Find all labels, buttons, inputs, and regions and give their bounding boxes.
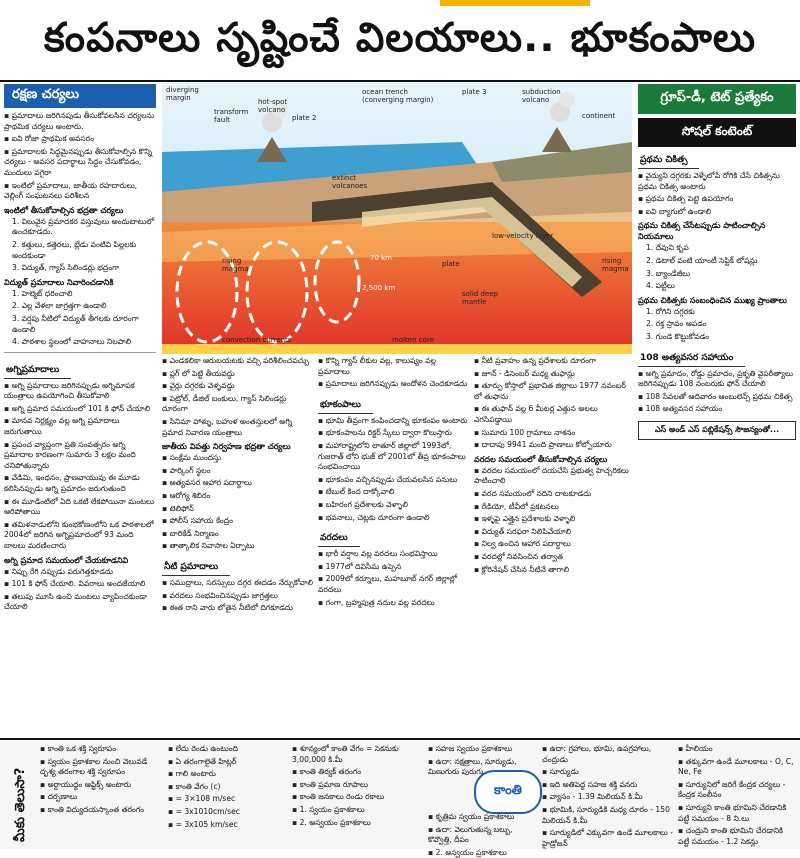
list-item: ▪ ఎండకలికా ఆరుబయటకు వచ్చి పరిశీలించవచ్చు [162, 356, 314, 367]
list-item: ▪ ఐవి బ్యాగులో ఉండాలి [638, 207, 796, 218]
list-item: 2. డెటాల్ వంటి యాంటీ సెప్టిక్ లోషన్లు [646, 255, 758, 265]
plate-tectonics-diagram [162, 82, 632, 354]
list-item: ▪ తక్కువగా ఉండే మూలకాలు - O, C, Ne, Fe [678, 757, 796, 778]
list-item: ▪ అర్ధాయుధ్ధం ఆప్టిక్స్ అంటారు [40, 780, 164, 791]
list-item: 1. విలువైన ప్రమాదకర వస్తువులు అందుబాటులో ఉంచకూడదు. [12, 216, 155, 237]
social-content-banner: సోషల్ కంటెంట్ [638, 118, 796, 147]
list-item: ▪ నిప్పు రేగి నప్పుడు పరుగెత్తకూడదు [4, 567, 156, 578]
list-first-aid [638, 171, 796, 217]
list-rules [638, 243, 796, 291]
list-item: ▪ 2. అస్వయం ప్రకాశకాలు [292, 818, 424, 829]
list-item: ▪ గాలి అంటారు [168, 769, 288, 780]
list-item: ▪ ఉదా: గ్రహాలు, భూమి, ఉపగ్రహాలు, చంద్రుడు [542, 744, 674, 765]
list-item: ▪ బహిరంగ ప్రదేశాలకు వెళ్ళాలి [318, 500, 470, 511]
list-item: 4. పట్టీలు [646, 281, 675, 291]
sub-heading-electric: విద్యుత్ ప్రమాదాలు నివారించడానికి [4, 277, 114, 287]
bottom-col-6 [678, 744, 796, 844]
publisher-credit: ఎస్ అండ్ ఎస్ పబ్లికేషన్స్ సౌజన్యంతో... [638, 421, 796, 440]
list-item: ▪ పార్కింగ్ స్థలం [162, 466, 314, 477]
bottom-col-4b [428, 812, 538, 857]
sub-heading-flood-actions: వరదల సమయంలో తీసుకోవాల్సిన చర్యలు [474, 454, 608, 464]
list-item: ▪ భూకంపం వచ్చినప్పుడు చేయవలసిన పనులు [318, 475, 470, 486]
list-108 [638, 369, 796, 415]
list-item: ▪ వరదలు సంభవించినప్పుడు జాగ్రత్తలు [162, 591, 314, 602]
list-item: ▪ ఏ తరంగాలైతే హిట్లర్ [168, 757, 288, 768]
list-item: ▪ ఉదా: వెలుగుతున్న బల్బు, కొవ్వొత్తి, దీపం [428, 825, 538, 846]
list-item: ▪ తూర్పు కోస్తాలో ప్రభావిత జిల్లాలు 1977 నవంబర్ లో తుఫాను [474, 381, 632, 402]
list-earthquakes [318, 416, 470, 523]
list-water [162, 578, 314, 614]
list-item: ▪ = 3x105 km/sec [168, 820, 288, 831]
list-item: ▪ వైర్లు దగ్గరకు వెళ్ళవద్దు [162, 381, 314, 392]
list-item: ▪ ప్రథమ చికిత్స పెట్టె ఉపయోగం [638, 194, 796, 205]
list-home-safety [4, 217, 156, 274]
diagram-label: continent [582, 112, 616, 120]
kanthi-badge: కాంతి [474, 770, 542, 814]
section-fire-donts: అగ్ని ప్రమాద సమయంలో చేయకూడనివి [4, 555, 129, 565]
list-item: 3. విద్యుత్, గ్యాస్ సిలిండర్లు భద్రంగా [12, 263, 120, 273]
list-item: ▪ సూర్యుని కాంతి భూమిని చేరడానికి పట్టే సమయం - 8 ని.లు [678, 803, 796, 824]
left-column [4, 84, 156, 734]
list-flood-actions [474, 466, 632, 575]
bottom-col-1 [40, 744, 164, 844]
list-item: ▪ విద్యుత్ సరఫరా నిలిపివేయాలి [474, 527, 632, 538]
list-item: ▪ 108 అత్యవసర సహాయం [638, 404, 796, 415]
section-water: నీటి ప్రమాదాలు [162, 562, 230, 576]
section-floods: వరదలు [318, 533, 360, 547]
list-item: ▪ వరద సమయంలో నదిని దాటకూడదు [474, 489, 632, 500]
list-item: ▪ వేడిమి, ఇంధనం, ప్రాణవాయువు ఈ మూడు కలిసినప్పుడు అగ్ని ప్రమాదం జరుగుతుంది [4, 473, 156, 494]
list-item: ▪ ఉదా: నక్షత్రాలు, సూర్యుడు, మిణుగురు పురుగు [428, 757, 538, 778]
list-item: ▪ ఈ తుఫాన్ వల్ల 6 మీటర్ల ఎత్తున అలలు ఎగసిపడ్డాయి [474, 404, 632, 425]
diagram-label: ocean trench (converging margin) [362, 88, 434, 104]
list-disaster [162, 453, 314, 552]
list-item: ▪ రేడియో, టీవీలో ప్రకటనలు [474, 502, 632, 513]
list-item: ▪ తాత్కాలిక నివాసాల ఏర్పాటు [162, 541, 314, 552]
list-item: ▪ పోలీస్ సహాయ కేంద్రం [162, 516, 314, 527]
list-raksha [4, 111, 156, 202]
list-item: ▪ క్లోరినేషన్ చేసిన నీటినే తాగాలి [474, 565, 632, 576]
list-item: 2. కత్తులు, కత్తెరలు, బ్లేడు వంటివి పిల్లలకు అందకుండా [12, 239, 137, 260]
list-mid3 [474, 356, 632, 451]
list-item: ▪ ప్రపంచ వ్యాప్తంగా ప్రతి సంవత్సరం అగ్ని ప్రమాదాల కారణంగా సుమారు 3 లక్షల మంది చనిపోతున్నారు [4, 440, 156, 472]
vertical-title-svg [4, 744, 34, 844]
list-item: ▪ మానవ నిర్లక్ష్యం వల్ల అగ్ని ప్రమాదాలు జరుగుతాయి [4, 416, 156, 437]
list-item: 4. పాఠశాల స్థలంలో వాహనాలు నిలపాలి [12, 337, 132, 347]
list-item: ▪ టెలిఫోన్ [162, 504, 314, 515]
list-item: ▪ భవనాలు, చెట్లకు దూరంగా ఉండాలి [318, 513, 470, 524]
bottom-col-3 [292, 744, 424, 844]
diagram-label: rising magma [222, 257, 249, 273]
right-column [638, 84, 796, 736]
list-mid2 [318, 356, 470, 390]
mid-column-1 [162, 356, 314, 736]
list-item: ▪ భూమి తీవ్రంగా కంపించడాన్ని భూకంపం అంటారు [318, 416, 470, 427]
list-item: ▪ = 3x1010cm/sec [168, 807, 288, 818]
list-item: ▪ సూర్యుడు [542, 767, 674, 778]
list-item: ▪ కాంతి జనకాలు రెండు రకాలు [292, 792, 424, 803]
list-item: ▪ వైద్యుని దగ్గరకు వెళ్ళేలోపే రోగికి చేసే చికిత్సను ప్రథమ చికిత్స అంటారు [638, 171, 796, 192]
section-fire: అగ్నిప్రమాదాలు [4, 365, 71, 379]
svg-text:మీకు తెలుసా?: మీకు తెలుసా? [13, 767, 28, 842]
list-item: ▪ 1. స్వయం ప్రకాశకాలు [292, 805, 424, 816]
divider [4, 352, 156, 353]
list-item: ▪ భూమికి, సూర్యుడికి మధ్య దూరం - 150 మిలియన్ కి.మీ [542, 805, 674, 826]
list-item: ▪ వరదల్లో నివసించిన తర్వాత [474, 552, 632, 563]
group-d-tet-banner: గ్రూప్-డీ, టెట్ ప్రత్యేకం [638, 84, 796, 114]
list-item: ▪ సూర్యునిలో జరిగే కేంద్రక చర్యలు - కేంద్రక సంలీనం [678, 780, 796, 801]
diagram-label: subduction volcano [522, 88, 561, 104]
diagram-label: 2,500 km [362, 284, 396, 292]
list-item: ▪ కాంతి ఒక శక్తి స్వరూపం [40, 744, 164, 755]
list-item: ▪ = 3×108 m/sec [168, 794, 288, 805]
list-item: 3. వర్షపు నీటిలో విద్యుత్ తీగలకు దూరంగా ఉండాలి [12, 313, 139, 334]
list-item: ▪ దర్పణాలు [40, 792, 164, 803]
list-item: ▪ ఇది అతిపెద్ద సహజ శక్తి వనరు [542, 780, 674, 791]
list-item: ▪ ఇంటిలో ప్రమాదాలు, జాతీయ రహదారులు, వెల్లింగ్ సంఘటనలు పరిశీలన [4, 181, 156, 202]
list-fire [4, 381, 156, 552]
list-item: ▪ తలుపు మూసి ఉంచి మంటలు వ్యాపించకుండా చేయాలి [4, 592, 156, 613]
list-item: ▪ జూన్ - డిసెంబర్ మధ్య తుఫాన్లు [474, 369, 632, 380]
list-item: ▪ ఈ మూడింటిలో ఏది ఒకటి లేకపోయినా మంటలు ఆరిపోతాయి [4, 497, 156, 518]
list-item: 3. గుండె కొట్టుకోవడం [646, 331, 710, 341]
list-item: 1. హెల్మెట్ ధరించాలి [12, 288, 73, 298]
diagram-label: convection currents [222, 336, 292, 344]
section-first-aid: ప్రథమ చికిత్స [638, 155, 699, 169]
list-item: ▪ 1977లో దివిసీమ ఉప్పెన [318, 562, 470, 573]
list-item: ▪ చంద్రుని కాంతి భూమిని చేరడానికి పట్టే సమయం - 1.2 సెకన్లు [678, 826, 796, 847]
list-item: ▪ ప్రమాదాలు జరిగినప్పుడు ఆందోళన చెందకూడదు [318, 379, 470, 390]
list-item: ▪ కాంతి ప్రమాణ రూపాలు [292, 780, 424, 791]
bottom-col-2 [168, 744, 288, 844]
list-item: ▪ భూకంపాలను రిక్టర్ స్కేలు ద్వారా కొలుస్తారు [318, 428, 470, 439]
list-item: 2. ఎల్ల వేళలా జాగ్రత్తగా ఉండాలి [12, 301, 107, 311]
list-item: ▪ అత్యవసర ఆహార పదార్థాలు [162, 478, 314, 489]
list-item: ▪ సినిమా హాళ్ళు, బహుళ అంతస్తులలో అగ్ని ప్రమాద నివారణ యంత్రాలు [162, 417, 314, 438]
list-item: ▪ కృత్రిమ స్వయం ప్రకాశకాలు [428, 812, 538, 823]
list-item: ▪ అగ్ని ప్రమాదాలు జరిగినప్పుడు అగ్నిమాపక యంత్రాలు ఉపయోగించి తీసుకోవాలి [4, 381, 156, 402]
list-item: ▪ కాంతి తిర్యక్ తరంగం [292, 767, 424, 778]
list-item: ▪ పెట్రోల్, డీజిల్ బంకులు, గ్యాస్ సిలిండర్లు దూరంగా [162, 394, 314, 415]
list-item: ▪ 2. అస్వయం ప్రకాశకాలు [428, 848, 538, 858]
section-earthquakes: భూకంపాలు [318, 400, 373, 414]
list-item: ▪ గంగా, బ్రహ్మపుత్ర నదుల వల్ల వరదలు [318, 598, 470, 609]
diagram-label: hot-spot volcano [258, 98, 288, 114]
list-item: ▪ స్వయం ప్రకాశకాల నుంచి వెలువడే దృశ్య తరంగాల శక్తి స్వరూపం [40, 757, 164, 778]
diagram-label: extinct volcanoes [332, 174, 368, 190]
section-108: 108 అత్యవసర సహాయం [638, 353, 745, 367]
list-item: ▪ సంక్షేమ ముందస్తు [162, 453, 314, 464]
mid-column-3 [474, 356, 632, 736]
list-item: ▪ లేదు రెండు ఉంటుంది [168, 744, 288, 755]
list-item: ▪ ఇళ్ళపై ఎత్తైన ప్రదేశాలకు వెళ్ళాలి [474, 514, 632, 525]
list-item: ▪ కొన్ని గ్యాస్ లీకుల వల్ల, కాలుష్యం వల్ల ప్రమాదాలు [318, 356, 470, 377]
list-item: ▪ అగ్ని ప్రమాద సమయంలో 101 కి ఫోన్ చేయాలి [4, 404, 156, 415]
sub-heading-disaster: జాతీయ విపత్తు నిర్వహణ భద్రతా చర్యలు [162, 442, 291, 452]
list-item: ▪ హీలియం [678, 744, 796, 755]
sub-heading-home: ఇంటిలో తీసుకోవాల్సిన భద్రతా చర్యలు [4, 205, 124, 215]
list-item: ▪ దాదాపు 9941 మంది ప్రాణాలు కోల్పోయారు [474, 440, 632, 451]
bottom-col-4 [428, 744, 538, 777]
diagram-label: molten core [392, 336, 434, 344]
list-item: ▪ ఆరోగ్య శిబిరం [162, 491, 314, 502]
list-item: ▪ అగ్ని ప్రమాదం, రోడ్డు ప్రమాదం, ప్రకృతి వైపరీత్యాలు జరిగినప్పుడు 108 నంబరుకు ఫోన్ చేయాలి [638, 369, 796, 390]
list-electric-safety [4, 289, 156, 348]
did-you-know-label-box [4, 744, 34, 844]
diagram-label: low-velocity layer [492, 232, 554, 240]
list-item: ▪ కాంతి విద్యుదయస్కాంత తరంగం [40, 805, 164, 816]
list-item: ▪ బారికేడ్ నిర్మాణం [162, 529, 314, 540]
page-headline: కంపనాలు సృష్టించే విలయాలు.. భూకంపాలు [43, 15, 757, 61]
list-item: ▪ టేబుల్ కింద దాక్కోవాలి [318, 487, 470, 498]
list-item: ▪ ప్రమాదాలు జరిగినపుడు తీసుకోవలసిన చర్యలను ప్రాథమిక చర్యలు అంటారు. [4, 111, 156, 132]
list-item: ▪ నిల్వ ఉంచిన ఆహార పదార్థాలు [474, 539, 632, 550]
list-item: ▪ సహజ స్వయం ప్రకాశకాలు [428, 744, 538, 755]
list-item: ▪ 2009లో కర్నూలు, మహబూబ్ నగర్ జిల్లాల్లో వరదలు [318, 574, 470, 595]
section-raksha: రక్షణ చర్యలు [4, 84, 156, 108]
list-item: ▪ వరదల సమయంలో దయచేసి ప్రభుత్వ హెచ్చరికలు పాటించాలి [474, 466, 632, 487]
list-item: ▪ శూన్యంలో కాంతి వేగం = సెకనుకు 3,00,000 కి.మీ [292, 744, 424, 765]
list-item: ▪ వ్యాసం - 1.39 మిలియన్ కి.మీ [542, 792, 674, 803]
diagram-label: plate 3 [462, 88, 487, 96]
sub-heading-key-areas: ప్రథమ చికిత్సకు సంబంధించిన ముఖ్య ప్రాంతాలు [638, 295, 787, 305]
diagram-label: diverging margin [166, 86, 199, 102]
list-item: ▪ కాంతి వేగం (c) [168, 782, 288, 793]
list-item: 2. రక్త స్రావం ఆపడం [646, 319, 707, 329]
list-item: ▪ తమిళనాడులోని కుంభకోణంలోని ఒక పాఠశాలలో 2004లో జరిగిన అగ్నిప్రమాదంలో 93 మంది బాలలు మరణించారు [4, 520, 156, 552]
diagram-label: rising magma [602, 257, 629, 273]
diagram-label: plate 2 [292, 114, 317, 122]
list-item: ▪ సూర్యుడిలో ఎక్కువగా ఉండే మూలకాలు - హైడ్రోజన్ [542, 828, 674, 849]
list-fire-donts [4, 567, 156, 613]
list-mid1 [162, 356, 314, 438]
bottom-col-5 [542, 744, 674, 848]
list-item: 1. రోగిని దగ్గరకు [646, 306, 695, 316]
diagram-label: transform fault [214, 108, 249, 124]
list-item: ▪ సుమారు 100 గ్రామాలు నాశనం [474, 428, 632, 439]
diagram-label: 70 km [370, 254, 393, 262]
list-item: ▪ ప్లగ్ లో పెట్టి తీయవద్దు [162, 369, 314, 380]
list-item: ▪ ప్రమాదాలకు సిద్ధమైనప్పుడు తీసుకోవాల్సిన కొన్ని చర్యలు - అవసర పదార్థాలు సిద్ధం చేసుకోవడం, మందులు వగైరా [4, 147, 156, 179]
list-item: ▪ నీటి ప్రవాహం ఉన్న ప్రదేశాలకు దూరంగా [474, 356, 632, 367]
mid-column-2 [318, 356, 470, 736]
list-item: ▪ మహారాష్ట్రలోని లాతూర్ జిల్లాలో 1993లో, గుజరాత్ లోని భుజ్ లో 2001లో తీవ్ర భూకంపాలు సంభవించాయి [318, 441, 470, 473]
list-item: 3. బ్యాండేజీలు [646, 268, 691, 278]
list-item: ▪ సముద్రాలు, సరస్సులు దగ్గర ఈదడం నేర్చుకోవాలి [162, 578, 314, 589]
list-key-areas [638, 307, 796, 343]
list-item: ▪ ఐవి రోజా ప్రాథమిక అవసరం [4, 134, 156, 145]
diagram-label: plate [442, 260, 460, 268]
diagram-label: solid deep mantle [462, 290, 498, 306]
list-item: ▪ 108 సేవలతో ఆదివారం ఆంబులెన్స్ ప్రథమ చికిత్స [638, 392, 796, 403]
list-item: ▪ ఈత రాని వారు లోతైన నీటిలో దిగకూడదు [162, 603, 314, 614]
sub-heading-rules: ప్రథమ చికిత్స చేసేటప్పుడు పాటించాల్సిన నియమాలు [638, 221, 766, 242]
list-floods [318, 549, 470, 608]
list-item: ▪ భారీ వర్షాల వల్ల వరదలు సంభవిస్తాయి [318, 549, 470, 560]
headline-bar [0, 6, 800, 82]
list-item: ▪ 101 కి ఫోన్ చేయాలి. వివరాలు అందజేయాలి [4, 579, 156, 590]
list-item: 1. దేవుని కృప [646, 243, 689, 253]
